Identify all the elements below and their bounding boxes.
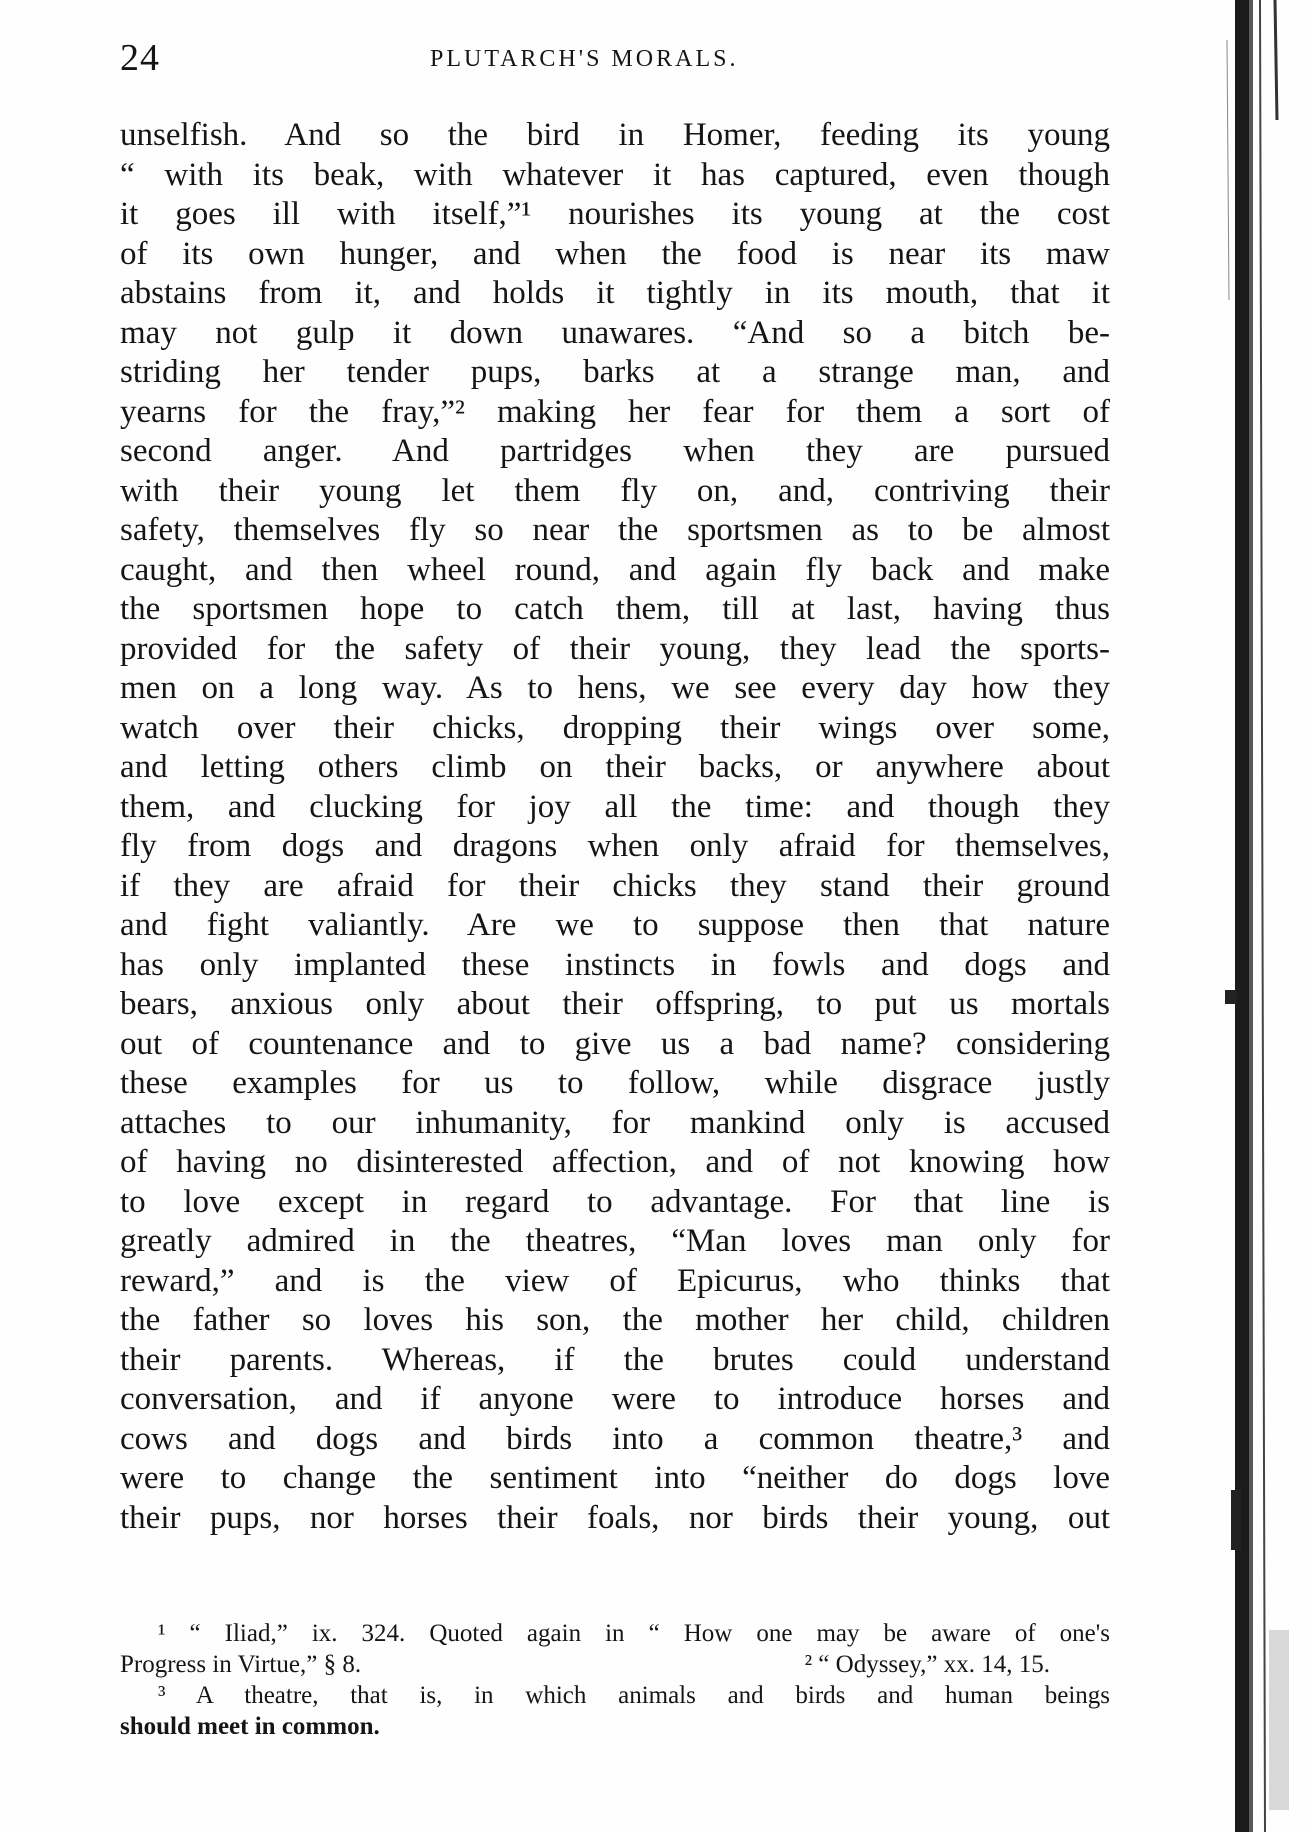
page-number: 24 bbox=[120, 37, 160, 79]
text-line: unselfish. And so the bird in Homer, feeding its young bbox=[120, 117, 1110, 153]
text-line: reward,” and is the view of Epicurus, who thinks that bbox=[120, 1262, 1110, 1299]
text-line: “ with its beak, with whatever it has captured, even though bbox=[120, 156, 1110, 193]
binding-edge-shadow bbox=[1205, 0, 1313, 1832]
page-header bbox=[120, 36, 1110, 86]
text-line: caught, and then wheel round, and again fly back and make bbox=[120, 551, 1110, 588]
footnote-row bbox=[120, 1649, 1110, 1680]
footnote-1-line-1: ¹ “ Iliad,” ix. 324. Quoted again in “ How one may be aware of one's bbox=[158, 1620, 1110, 1647]
footnote-3-line-2: should meet in common. bbox=[120, 1713, 380, 1740]
text-line: conversation, and if anyone were to introduce horses and bbox=[120, 1381, 1110, 1417]
footnote-2: ² “ Odyssey,” xx. 14, 15. bbox=[804, 1651, 1050, 1678]
text-line: second anger. And partridges when they are pursued bbox=[120, 433, 1110, 469]
text-line: yearns for the fray,”² making her fear for them a sort of bbox=[120, 393, 1110, 430]
text-line: fly from dogs and dragons when only afraid for themselves, bbox=[120, 828, 1110, 864]
text-line: with their young let them fly on, and, contriving their bbox=[120, 472, 1110, 509]
footnote-3-line-1: ³ A theatre, that is, in which animals and birds and human beings bbox=[158, 1682, 1110, 1709]
text-line: these examples for us to follow, while disgrace justly bbox=[120, 1065, 1110, 1101]
text-line: watch over their chicks, dropping their wings over some, bbox=[120, 709, 1110, 746]
text-line: of having no disinterested affection, and of not knowing how bbox=[120, 1144, 1110, 1180]
text-line: greatly admired in the theatres, “Man loves man only for bbox=[120, 1223, 1110, 1259]
text-line: striding her tender pups, barks at a strange man, and bbox=[120, 354, 1110, 390]
text-line: of its own hunger, and when the food is near its maw bbox=[120, 235, 1110, 272]
text-line: has only implanted these instincts in fowls and dogs and bbox=[120, 946, 1110, 983]
footnotes bbox=[120, 1618, 1110, 1742]
text-line: provided for the safety of their young, they lead the sports- bbox=[120, 630, 1110, 667]
text-line: the father so loves his son, the mother her child, children bbox=[120, 1302, 1110, 1338]
text-line: their pups, nor horses their foals, nor birds their young, out bbox=[120, 1499, 1110, 1536]
text-line: bears, anxious only about their offspring, to put us mortals bbox=[120, 986, 1110, 1022]
text-line: it goes ill with itself,”¹ nourishes its young at the cost bbox=[120, 196, 1110, 232]
footnote-1-line-2: Progress in Virtue,” § 8. bbox=[120, 1651, 362, 1678]
text-line: out of countenance and to give us a bad name? considering bbox=[120, 1025, 1110, 1062]
text-line: their parents. Whereas, if the brutes could understand bbox=[120, 1341, 1110, 1378]
text-line: cows and dogs and birds into a common theatre,³ and bbox=[120, 1420, 1110, 1457]
text-line: safety, themselves fly so near the sportsmen as to be almost bbox=[120, 512, 1110, 548]
text-line: and fight valiantly. Are we to suppose then that nature bbox=[120, 907, 1110, 943]
text-line: and letting others climb on their backs, or anywhere about bbox=[120, 749, 1110, 785]
text-line: if they are afraid for their chicks they stand their ground bbox=[120, 867, 1110, 904]
text-line: were to change the sentiment into “neither do dogs love bbox=[120, 1460, 1110, 1496]
text-line: attaches to our inhumanity, for mankind only is accused bbox=[120, 1104, 1110, 1141]
text-line: men on a long way. As to hens, we see every day how they bbox=[120, 670, 1110, 706]
text-line: to love except in regard to advantage. For that line is bbox=[120, 1183, 1110, 1220]
text-line: may not gulp it down unawares. “And so a bitch be- bbox=[120, 314, 1110, 351]
body-text bbox=[120, 116, 1110, 1538]
text-line: abstains from it, and holds it tightly in its mouth, that it bbox=[120, 275, 1110, 311]
text-line: the sportsmen hope to catch them, till at last, having thus bbox=[120, 591, 1110, 627]
text-line: them, and clucking for joy all the time: and though they bbox=[120, 788, 1110, 825]
running-head: PLUTARCH'S MORALS. bbox=[430, 46, 739, 72]
